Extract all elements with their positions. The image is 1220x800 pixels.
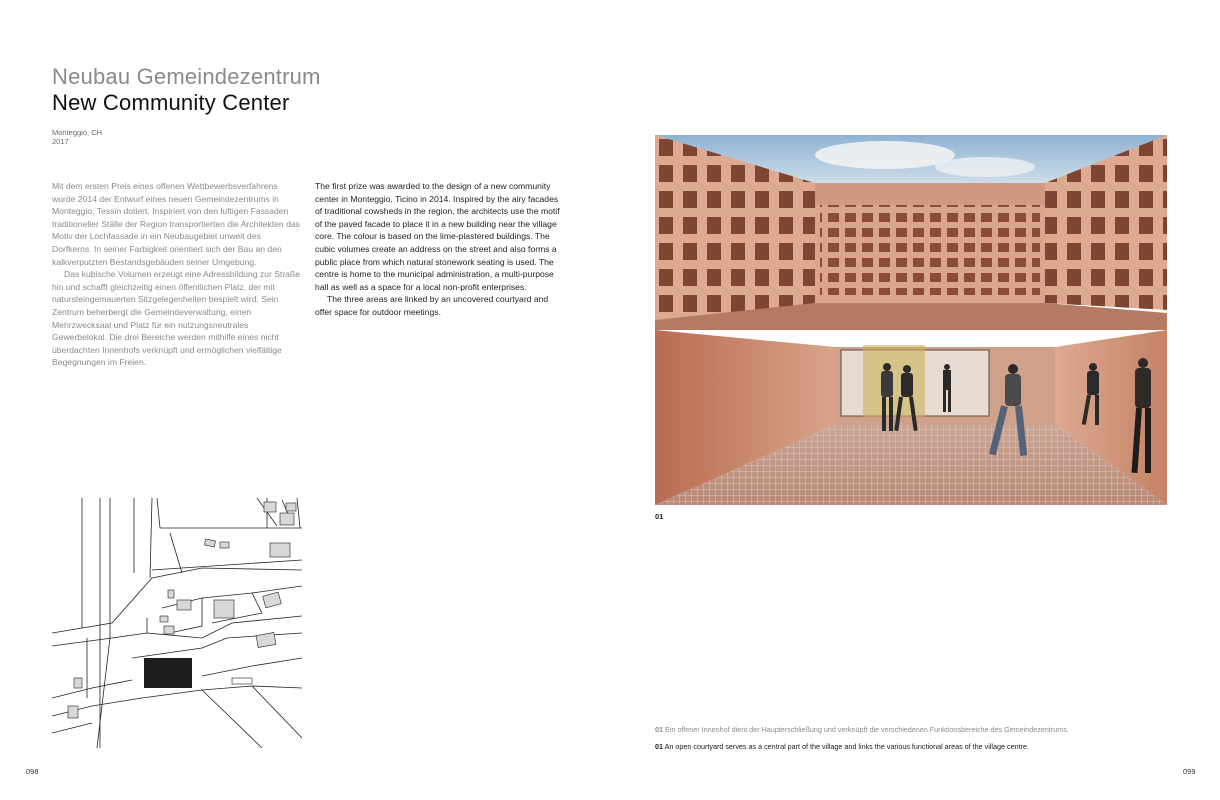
project-location: Monteggio, CH <box>52 128 103 137</box>
caption-english <box>655 742 1029 751</box>
caption-number: 01 <box>655 725 663 734</box>
paragraph: Mit dem ersten Preis eines offenen Wettbewerbsverfahrens wurde 2014 der Entwurf eines neuen Gemeindezentrums in Monteggio, Tessin dotiert. Inspiriert von den luftigen Fassaden traditioneller Ställe der Region transportierten die Architekten das Motiv der Lochfassade in ein Neubaugebiet unweit des Dorfkerns. In seiner Farbigkeit orientiert sich der Bau an den kalkverputzten Bestandsgebäuden seiner Umgebung. <box>52 181 300 267</box>
page-number-left: 098 <box>26 767 39 776</box>
paragraph: The three areas are linked by an uncovered courtyard and offer space for outdoor meetings. <box>315 294 549 317</box>
yellow-panel <box>863 345 925 417</box>
project-year: 2017 <box>52 137 69 146</box>
caption-number: 01 <box>655 742 663 751</box>
community-center-footprint <box>144 658 192 688</box>
rendering-image <box>655 135 1167 505</box>
site-plan <box>52 498 302 748</box>
courtyard-rendering <box>655 135 1167 505</box>
body-text-english <box>315 180 567 319</box>
caption-text: An open courtyard serves as a central part of the village and links the various functional areas of the village centre. <box>664 742 1029 751</box>
title-german: Neubau Gemeindezentrum <box>52 64 321 89</box>
caption-german <box>655 725 1069 734</box>
page-number-right: 099 <box>1183 767 1196 776</box>
title-english: New Community Center <box>52 90 290 115</box>
figure-label: 01 <box>655 512 664 521</box>
paragraph: The first prize was awarded to the design of a new community center in Monteggio, Ticino in 2014. Inspired by the airy facades of traditional cowsheds in the region, the architects use the motif of the paved facade to place it in a new building near the village core. The colour is based on the lime-plastered buildings. The cubic volumes create an address on the street and also forms a public place from which natural stonework seating is used. The centre is home to the municipal administration, a multi-purpose hall as well as a space for a local non-profit enterprises. <box>315 181 560 292</box>
body-text-german <box>52 180 302 369</box>
paragraph: Das kubische Volumen erzeugt eine Adressbildung zur Straße hin und schafft gleichzeitig einen öffentlichen Platz, der mit natursteingemauerten Sitzgelegenheiten bespielt wird. Sein Zentrum beherbergt die Gemeindeverwaltung, einen Mehrzwecksaal und Platz für ein nutzungsneutrales Gewerbelokal. Die drei Bereiche werden mithilfe eines nicht überdachten Innenhofs verknüpft und ermöglichen vielfältige Begegnungen im Freien. <box>52 269 300 368</box>
site-plan-drawing <box>52 498 302 748</box>
caption-text: Ein offener Innenhof dient der Haupterschließung und verknüpft die verschiedenen Funktionsbereiche des Gemeindezentrums. <box>665 725 1069 734</box>
